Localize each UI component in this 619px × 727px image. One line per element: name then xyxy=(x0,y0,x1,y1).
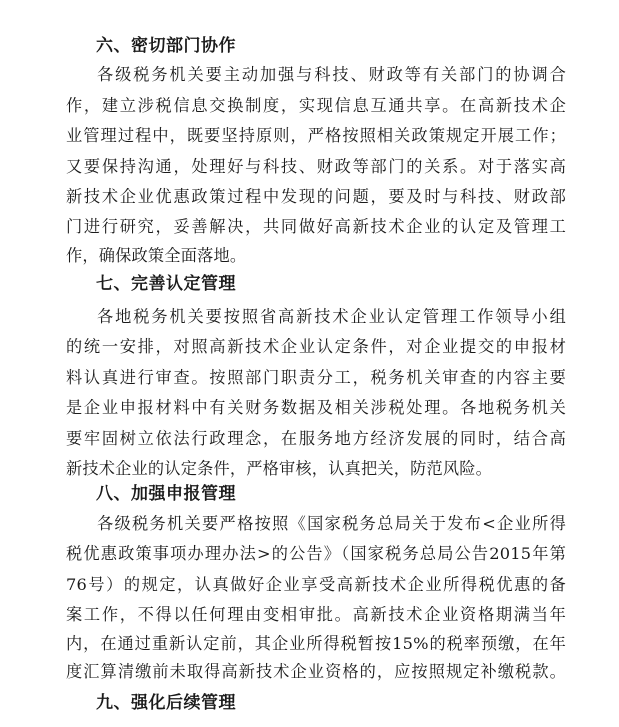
paragraph-line: 各级税务机关要严格按照《国家税务总局关于发布<企业所得 xyxy=(97,514,566,533)
paragraph-line: 各级税务机关要主动加强与科技、财政等有关部门的协调合 xyxy=(97,65,566,84)
paragraph-line: 是企业申报材料中有关财务数据及相关涉税处理。各地税务机关 xyxy=(66,398,566,417)
paragraph-line: 新技术企业的认定条件，严格审核，认真把关，防范风险。 xyxy=(66,459,493,478)
paragraph-line: 内，在通过重新认定前，其企业所得税暂按15%的税率预缴，在年 xyxy=(66,634,566,653)
paragraph-line: 业管理过程中，既要坚持原则，严格按照相关政策规定开展工作； xyxy=(66,126,566,145)
paragraph-line: 门进行研究，妥善解决，共同做好高新技术企业的认定及管理工 xyxy=(66,217,566,236)
paragraph-line: 料认真进行审查。按照部门职责分工，税务机关审查的内容主要 xyxy=(66,368,566,387)
paragraph-line: 作，确保政策全面落地。 xyxy=(66,246,247,265)
paragraph-line: 又要保持沟通，处理好与科技、财政等部门的关系。对于落实高 xyxy=(66,157,566,176)
paragraph-line: 度汇算清缴前未取得高新技术企业资格的，应按照规定补缴税款。 xyxy=(66,662,566,681)
paragraph-line: 要牢固树立依法行政理念，在服务地方经济发展的同时，结合高 xyxy=(66,429,566,448)
section-heading-7: 七、完善认定管理 xyxy=(96,274,236,294)
paragraph-line: 作，建立涉税信息交换制度，实现信息互通共享。在高新技术企 xyxy=(66,96,566,115)
paragraph-line: 各地税务机关要按照省高新技术企业认定管理工作领导小组 xyxy=(97,307,566,326)
paragraph-line: 税优惠政策事项办理办法>的公告》（国家税务总局公告2015年第 xyxy=(66,544,566,563)
paragraph-line: 新技术企业优惠政策过程中发现的问题，要及时与科技、财政部 xyxy=(66,187,566,206)
paragraph-line: 76号）的规定，认真做好企业享受高新技术企业所得税优惠的备 xyxy=(66,575,566,594)
paragraph-line: 的统一安排，对照高新技术企业认定条件，对企业提交的申报材 xyxy=(66,337,566,356)
paragraph-line: 案工作，不得以任何理由变相审批。高新技术企业资格期满当年 xyxy=(66,605,566,624)
section-heading-8: 八、加强申报管理 xyxy=(96,484,236,504)
section-heading-9: 九、强化后续管理 xyxy=(96,693,236,713)
section-heading-6: 六、密切部门协作 xyxy=(96,36,236,56)
